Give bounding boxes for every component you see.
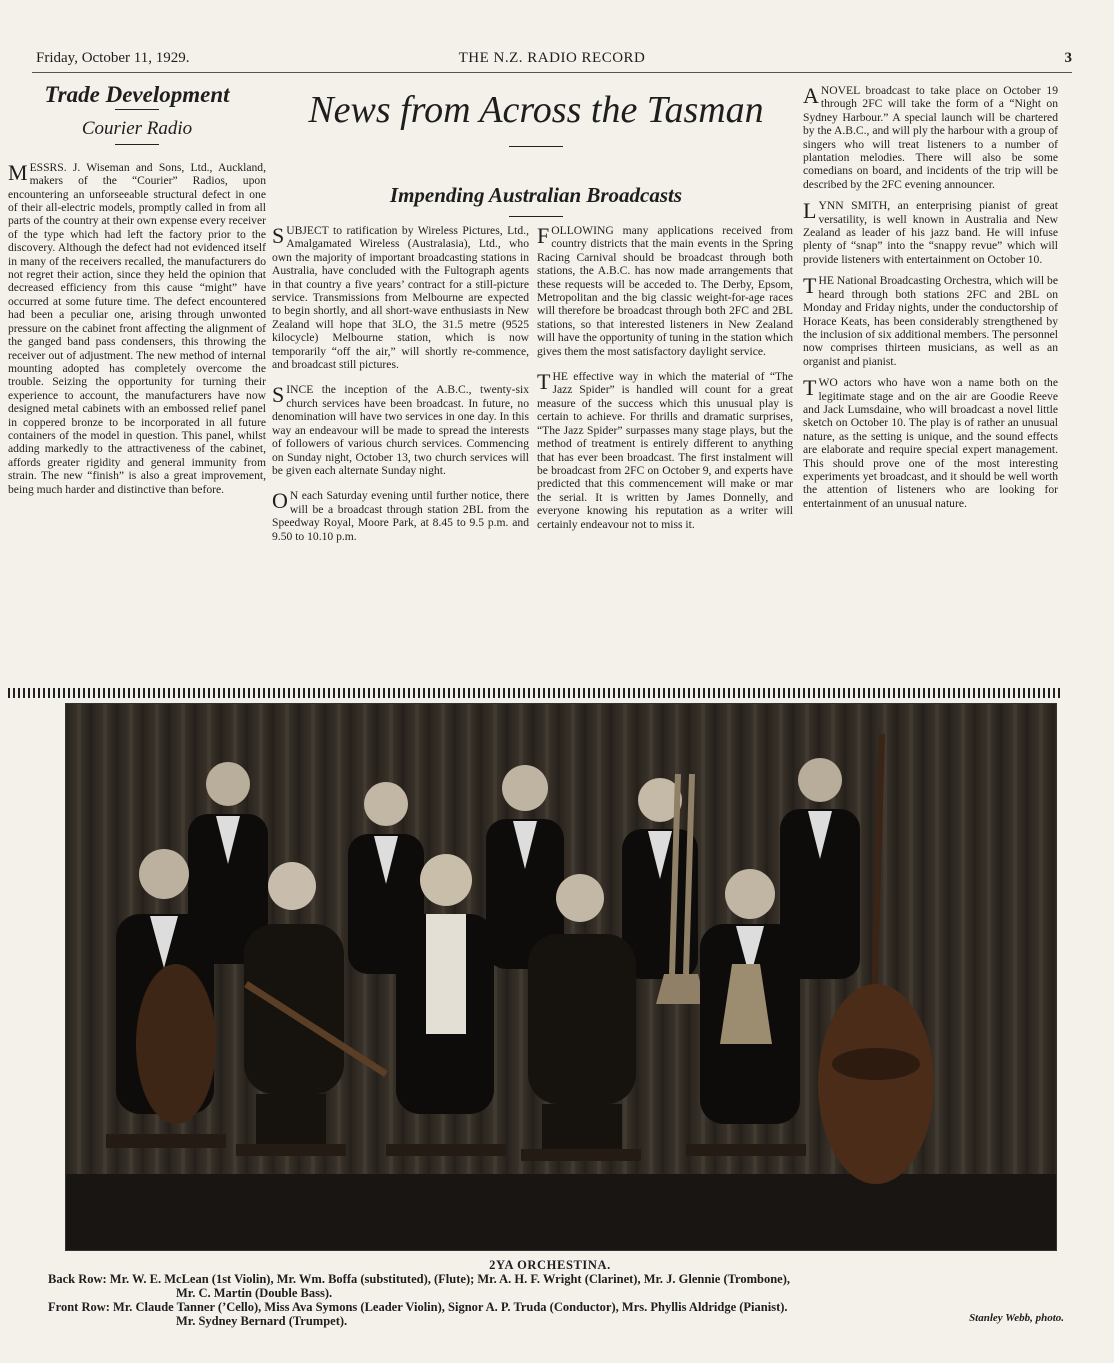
cello: [136, 964, 216, 1124]
main-headline-block: [280, 88, 792, 225]
article-paragraph: [272, 224, 529, 371]
paragraph-text: HE effective way in which the material of “The Jazz Spider” is handled will count for a great measure of the success which this unusual play is certain to achieve. For thrills and dramatic surprises, “The Jazz Spider” surpasses many stage plays, but the method of treatment is entirely different to anything that has ever been broadcast. The first instalment will be broadcast from 2FC on October 9, and experts have predicted that this commencement will make or mar the serial. It is written by James Donnelly, and everyone knowing his reputation as a writer will certainly endeavour not to miss it.: [537, 370, 793, 531]
article-paragraph: [537, 370, 793, 531]
drop-cap: T: [803, 273, 817, 299]
page-header: [32, 48, 1072, 73]
trade-article: [8, 161, 266, 496]
heading-rule: [115, 109, 159, 110]
drop-cap: L: [803, 198, 817, 224]
paragraph-text: NOVEL broadcast to take place on October 19 through 2FC will take the form of a “Night on Sydney Harbour.” A special launch will be chartered by the A.B.C., and will ply the harbour with a group of singers who will treat listeners to a number of plantation melodies. There will also be some comedians on board, and incidents of the trip will be described by the 2FC evening announcer.: [803, 84, 1058, 191]
paragraph-text: N each Saturday evening until further notice, there will be a broadcast through station 2BL from the Speedway Royal, Moore Park, at 8.45 to 9.5 p.m. and 9.50 to 10.10 p.m.: [272, 489, 529, 543]
orchestra-photograph: [65, 703, 1057, 1251]
photo-credit: Stanley Webb, photo.: [969, 1312, 1064, 1324]
courier-subheading: Courier Radio: [81, 118, 193, 140]
tasman-column-4: [803, 84, 1058, 516]
article-paragraph: [537, 224, 793, 358]
caption-front-row-continued: Mr. Sydney Bernard (Trumpet).: [176, 1314, 348, 1328]
caption-front-row: Front Row: Mr. Claude Tanner (’Cello), Miss Ava Symons (Leader Violin), Signor A. P. Truda (Conductor), Mrs. Phyllis Aldridge (Pianist).: [48, 1300, 788, 1314]
paragraph-text: YNN SMITH, an enterprising pianist of great versatility, is well known in Australia and New Zealand as leader of his jazz band. He will infuse plenty of “snap” into the “snappy revue” which will provide listeners with entertainment on October 10.: [803, 199, 1058, 266]
caption-back-row: Back Row: Mr. W. E. McLean (1st Violin), Mr. Wm. Boffa (substituted), (Flute); Mr. A. H. F. Wright (Clarinet), Mr. J. Glennie (Trombone),: [48, 1272, 790, 1286]
issue-date: Friday, October 11, 1929.: [36, 50, 190, 66]
main-subheadline: Impending Australian Broadcasts: [389, 183, 683, 207]
article-paragraph: [803, 376, 1058, 510]
page-number: 3: [1064, 50, 1072, 66]
article-paragraph: [272, 383, 529, 477]
paragraph-text: HE National Broadcasting Orchestra, which will be heard through both stations 2FC and 2BL on Monday and Friday nights, under the conductorship of Horace Keats, has been considerably strengthened by the inclusion of six additional members. The personnel now comprises thirteen musicians, as well as an organist and pianist.: [803, 274, 1058, 368]
drop-cap: S: [272, 223, 285, 248]
photo-caption: [40, 1258, 1060, 1328]
caption-back-row-continued: Mr. C. Martin (Double Bass).: [176, 1286, 333, 1300]
paragraph-text: INCE the inception of the A.B.C., twenty-six church services have been broadcast. In future, no denomination will have two services in one day. In this way an endeavour will be made to spread the interests of followers of various church services. Commencing on Sunday night, October 13, two church services will be given each alternate Sunday night.: [272, 383, 529, 477]
article-paragraph: [803, 199, 1058, 266]
stage-floor: [66, 1174, 1056, 1250]
article-paragraph: [803, 84, 1058, 191]
paragraph-text: OLLOWING many applications received from country districts that the main events in the Spring Racing Carnival should be broadcast through both stations, the A.B.C. has now made arrangements that these requests will be acceded to. The Derby, Epsom, Metropolitan and the big classic weight-for-age races will therefore be broadcast through both 2FC and 2BL stations, so that interested listeners in New Zealand will have the opportunity of tuning in the station which gives them the most satisfactory daylight service.: [537, 224, 793, 358]
drop-cap: T: [803, 375, 817, 401]
orchestra-photo-illustration: [66, 704, 1056, 1250]
newspaper-title: THE N.Z. RADIO RECORD: [458, 50, 646, 66]
tasman-column-3: [537, 224, 793, 537]
subheadline-rule: [509, 216, 563, 217]
drop-cap: F: [537, 223, 550, 248]
trade-heading: Trade Development: [44, 82, 230, 107]
drop-cap: T: [537, 369, 551, 395]
tasman-column-2: [272, 224, 529, 549]
trade-body: ESSRS. J. Wiseman and Sons, Ltd., Auckland, makers of the “Courier” Radios, upon encountering an unforseeable structural defect in one of their all-electric models, promptly called in from all parts of the country at their own expense every receiver of the type which had left the factory prior to the discovery. Although the defect had not evidenced itself in many of the receivers recalled, the manufacturers do not regret their action, since they held the opinion that decreased efficiency from this cause “might” have occurred at some future time. The defect encountered had been a peculiar one, arising through unwonted pressure on the cabinet front affecting the alignment of the ganged band pass condensers, this throwing the receiver out of adjustment. The new method of internal mounting adopted has completely overcome the trouble. Seizing the opportunity for turning their experience to account, the manufacturers have now designed metal cabinets with an embossed relief panel in coppered bronze to be incorporated in all future containers of the model in question. This panel, whilst adding markedly to the attractiveness of the cabinet, affords greater rigidity and general immunity from strain. The new “finish” is also a great improvement, being much harder and distinctive than before.: [8, 160, 266, 496]
drop-cap: S: [272, 382, 285, 408]
paragraph-text: WO actors who have won a name both on the legitimate stage and on the air are Goodie Reeve and Jack Lumsdaine, who will broadcast a novel little sketch on October 10. The play is of rather an unusual nature, as the setting is unique, and the sound effects are elaborate and require special expert management. This should prove one of the most interesting experiments yet broadcast, and it should be well worth the attention of listeners who are looking for entertainment of an unusual nature.: [803, 376, 1058, 510]
article-paragraph: [803, 274, 1058, 368]
trade-development-column: [8, 84, 266, 502]
dotted-divider: [8, 688, 1060, 698]
caption-title: 2YA ORCHESTINA.: [489, 1258, 611, 1272]
article-paragraph: [272, 489, 529, 543]
drop-cap: A: [803, 83, 819, 108]
drop-cap: O: [272, 488, 288, 514]
heading-rule: [115, 144, 159, 145]
main-headline: News from Across the Tasman: [308, 89, 764, 131]
paragraph-text: UBJECT to ratification by Wireless Pictures, Ltd., Amalgamated Wireless (Australasia), Ltd., who own the majority of important broadcasting stations in Australia, have concluded with the Fultograph agents in that country a five years’ contract for a still-picture service. Transmissions from Melbourne are expected to begin shortly, and all short-wave enthusiasts in New Zealand will hope that 3LO, the 31.5 metre (9525 kilocycle) Melbourne station, which is now temporarily “off the air,” will shortly re-commence, and broadcast still pictures.: [272, 224, 529, 372]
drop-cap: M: [8, 159, 28, 185]
headline-rule: [509, 146, 563, 147]
